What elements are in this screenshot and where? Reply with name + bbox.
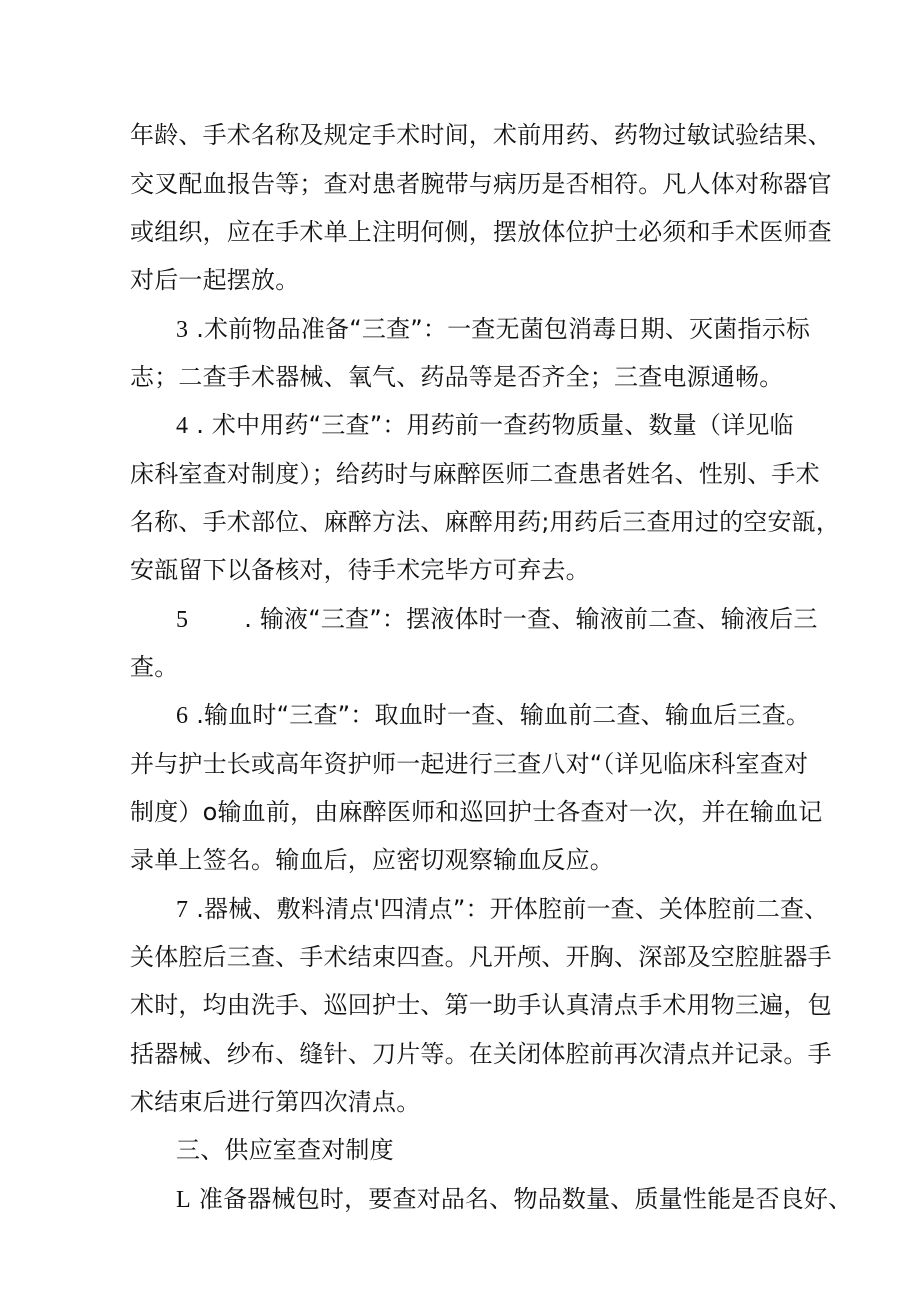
text-line: 术时，均由洗手、巡回护士、第一助手认真清点手术用物三遍，包 [130, 991, 832, 1019]
text-line: 关体腔后三查、手术结束四查。凡开颅、开胸、深部及空腔脏器手 [130, 943, 832, 971]
text-line: 安瓿留下以备核对，待手术完毕方可弃去。 [130, 556, 590, 584]
text-line: 括器械、纱布、缝针、刀片等。在关闭体腔前再次清点并记录。手 [130, 1040, 832, 1068]
text-line: 录单上签名。输血后，应密切观察输血反应。 [130, 846, 614, 874]
text-line: 年龄、手术名称及规定手术时间，术前用药、药物过敏试验结果、 [130, 121, 832, 149]
item-number: 5 [176, 607, 189, 633]
text-line: 名称、手术部位、麻醉方法、麻醉用药;用药后三查用过的空安瓿， [130, 508, 841, 536]
text-line: 或组织，应在手术单上注明何侧，摆放体位护士必须和手术医师查 [130, 218, 832, 246]
item-5-line: 5 . 输液“三查”：摆液体时一查、输液前二查、输液后三 [176, 605, 818, 633]
text-line: 床科室查对制度）；给药时与麻醉医师二查患者姓名、性别、手术 [130, 460, 820, 488]
item-6-line: 6 .输血时“三查”：取血时一查、输血前二查、输血后三查。 [176, 701, 811, 729]
text-line: 志；二查手术器械、氧气、药品等是否齐全；三查电源通畅。 [130, 363, 784, 391]
text-line: 查。 [130, 653, 179, 681]
item-number: 3 [176, 317, 189, 343]
text-line: 交叉配血报告等；查对患者腕带与病历是否相符。凡人体对称器官 [130, 170, 832, 198]
text-line: 制度）o输血前，由麻醉医师和巡回护士各查对一次，并在输血记 [130, 798, 823, 826]
item-7-line: 7 .器械、敷料清点'四清点”：开体腔前一查、关体腔前二查、 [176, 895, 829, 923]
item-number: 7 [176, 897, 189, 923]
section-heading: 三、供应室查对制度 [176, 1136, 394, 1164]
item-number: L [176, 1187, 191, 1213]
text-line: 术结束后进行第四次清点。 [130, 1088, 421, 1116]
text-line: 并与护士长或高年资护师一起进行三查八对“（详见临床科室查对 [130, 750, 809, 778]
item-3-line: 3 .术前物品准备“三查”：一查无菌包消毒日期、灭菌指示标 [176, 315, 811, 343]
item-number: 6 [176, 703, 189, 729]
item-number: 4 [176, 413, 189, 439]
item-4-line: 4 . 术中用药“三查”：用药前一查药物质量、数量（详见临 [176, 411, 794, 439]
item-l-line: L 准备器械包时，要查对品名、物品数量、质量性能是否良好、 [176, 1185, 853, 1213]
text-line: 对后一起摆放。 [130, 266, 300, 294]
